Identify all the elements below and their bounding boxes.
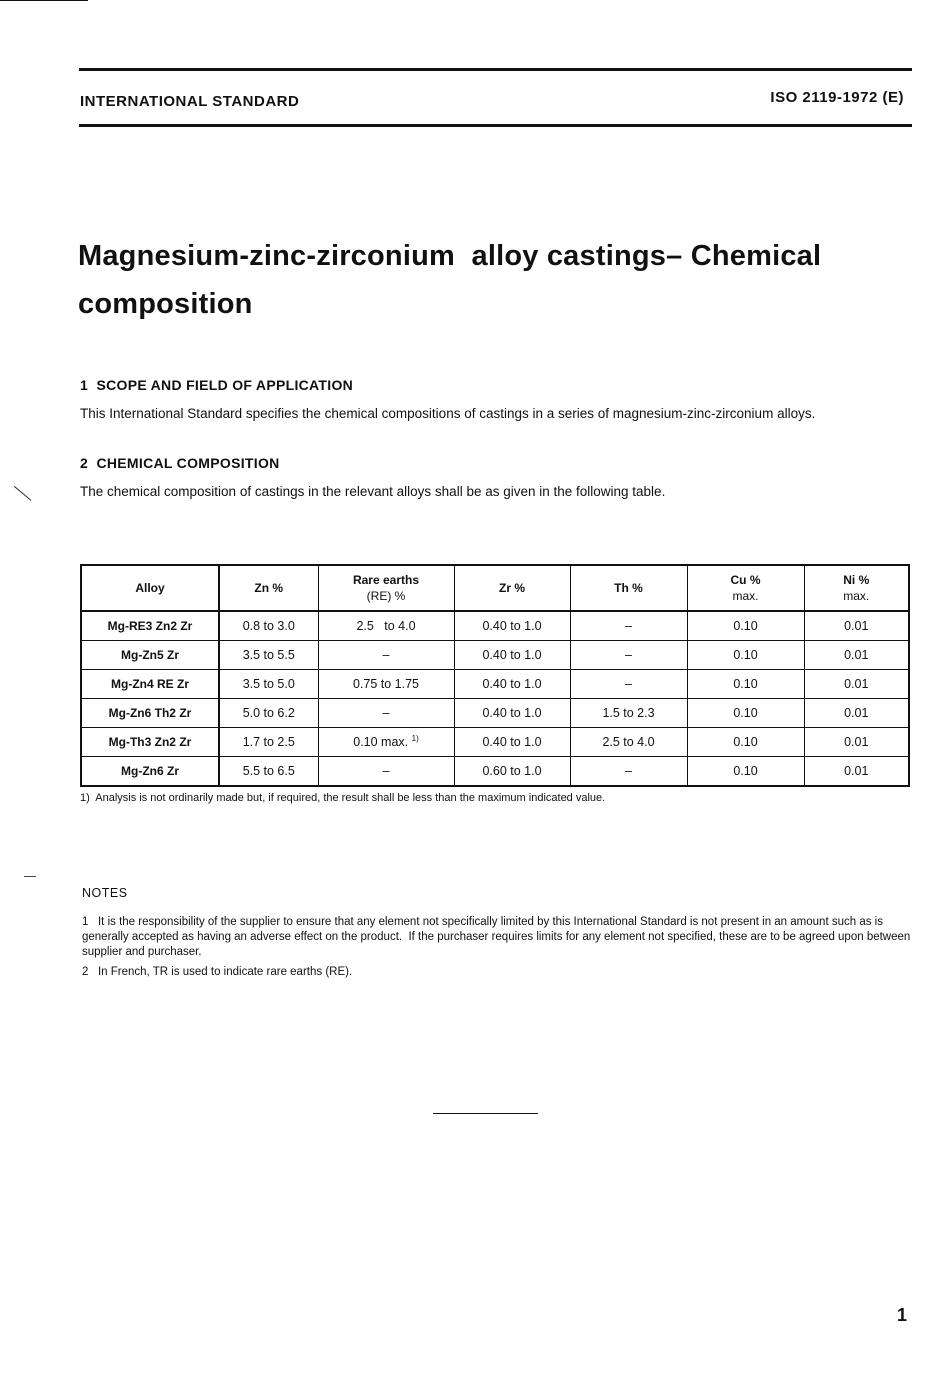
col-header-re-line2: (RE) % — [366, 589, 406, 603]
header-iso-number: ISO 2119-1972 (E) — [770, 89, 904, 106]
footnote-ref: 1) — [411, 734, 419, 744]
col-header-cu — [687, 565, 804, 611]
page-number: 1 — [897, 1305, 908, 1325]
cell-re-value: 0.10 max. — [353, 735, 409, 750]
table-footnote: 1) Analysis is not ordinarily made but, if required, the result shall be less than the maximum indicated value. — [80, 792, 606, 804]
cell-ni: 0.01 — [804, 728, 909, 757]
cell-ni: 0.01 — [804, 670, 909, 699]
cell-alloy: Mg-Zn6 Th2 Zr — [81, 699, 219, 728]
cell-th: 2.5 to 4.0 — [570, 728, 687, 757]
cell-cu: 0.10 — [687, 757, 804, 787]
col-header-ni — [804, 565, 909, 611]
note-1: 1 It is the responsibility of the supplier to ensure that any element not specifically limited by this International Standard is not present in an amount such as is generally accepted as having an adverse effect on the product. If the purchaser requires limits for any element not specified, these are to be agreed upon between supplier and purchaser. — [82, 916, 914, 958]
cell-zr: 0.40 to 1.0 — [454, 699, 570, 728]
header-rule-top — [79, 68, 912, 71]
cell-zr: 0.40 to 1.0 — [454, 728, 570, 757]
section-2-text: The chemical composition of castings in the relevant alloys shall be as given in the following table. — [80, 484, 666, 499]
cell-cu: 0.10 — [687, 728, 804, 757]
table-row — [81, 641, 909, 670]
cell-alloy: Mg-Th3 Zn2 Zr — [81, 728, 219, 757]
table-row — [81, 670, 909, 699]
col-header-cu-line2: max. — [732, 589, 759, 603]
cell-re — [318, 728, 454, 757]
cell-zn: 3.5 to 5.5 — [219, 641, 318, 670]
cell-zn: 3.5 to 5.0 — [219, 670, 318, 699]
col-header-alloy — [81, 565, 219, 611]
cell-zn: 0.8 to 3.0 — [219, 611, 318, 641]
cell-re: – — [318, 699, 454, 728]
col-header-alloy-label: Alloy — [135, 581, 165, 595]
cell-cu: 0.10 — [687, 611, 804, 641]
cell-th: – — [570, 670, 687, 699]
notes-heading: NOTES — [82, 886, 128, 900]
table-row — [81, 728, 909, 757]
cell-re-value: 2.5 to 4.0 — [356, 619, 416, 633]
title-line-1: Magnesium-zinc-zirconium alloy castings– Chemical — [78, 240, 822, 272]
cell-th: – — [570, 757, 687, 787]
cell-zn: 5.5 to 6.5 — [219, 757, 318, 787]
cell-ni: 0.01 — [804, 611, 909, 641]
col-header-zn — [219, 565, 318, 611]
cell-re: – — [318, 757, 454, 787]
cell-re: 0.75 to 1.75 — [318, 670, 454, 699]
cell-zr: 0.40 to 1.0 — [454, 670, 570, 699]
end-rule — [433, 1113, 538, 1114]
cell-ni: 0.01 — [804, 641, 909, 670]
col-header-re-line1: Rare earths — [352, 573, 420, 587]
table-row — [81, 699, 909, 728]
cell-zn: 5.0 to 6.2 — [219, 699, 318, 728]
col-header-zr — [454, 565, 570, 611]
note-2: 2 In French, TR is used to indicate rare earths (RE). — [82, 966, 353, 978]
cell-cu: 0.10 — [687, 670, 804, 699]
section-1-text: This International Standard specifies the chemical compositions of castings in a series of magnesium-zinc-zirconium alloys. — [80, 406, 816, 421]
margin-pencil-mark-small — [24, 876, 36, 877]
col-header-re — [318, 565, 454, 611]
col-header-th-label: Th % — [614, 581, 643, 595]
cell-ni: 0.01 — [804, 757, 909, 787]
cell-th: – — [570, 641, 687, 670]
col-header-ni-line1: Ni % — [843, 573, 870, 587]
corner-rule — [0, 0, 88, 1]
margin-pencil-mark — [14, 485, 32, 501]
cell-alloy: Mg-Zn4 RE Zr — [81, 670, 219, 699]
page-title — [78, 232, 918, 328]
cell-alloy: Mg-Zn5 Zr — [81, 641, 219, 670]
col-header-zn-label: Zn % — [254, 581, 284, 595]
cell-cu: 0.10 — [687, 641, 804, 670]
cell-alloy: Mg-RE3 Zn2 Zr — [81, 611, 219, 641]
table-header-row — [81, 565, 909, 611]
header-rule-bottom — [79, 124, 912, 127]
cell-ni: 0.01 — [804, 699, 909, 728]
header-standard-label: INTERNATIONAL STANDARD — [80, 93, 300, 110]
cell-th: – — [570, 611, 687, 641]
section-1-heading: 1 SCOPE AND FIELD OF APPLICATION — [80, 377, 354, 393]
composition-table — [80, 564, 910, 787]
col-header-ni-line2: max. — [843, 589, 870, 603]
cell-th: 1.5 to 2.3 — [570, 699, 687, 728]
section-2-heading: 2 CHEMICAL COMPOSITION — [80, 455, 280, 471]
col-header-zr-label: Zr % — [498, 581, 525, 595]
cell-zr: 0.60 to 1.0 — [454, 757, 570, 787]
col-header-cu-line1: Cu % — [730, 573, 761, 587]
cell-zr: 0.40 to 1.0 — [454, 641, 570, 670]
title-line-2: composition — [78, 288, 253, 320]
cell-re — [318, 611, 454, 641]
cell-alloy: Mg-Zn6 Zr — [81, 757, 219, 787]
table-row — [81, 757, 909, 787]
cell-cu: 0.10 — [687, 699, 804, 728]
table-row — [81, 611, 909, 641]
cell-zn: 1.7 to 2.5 — [219, 728, 318, 757]
col-header-th — [570, 565, 687, 611]
cell-re: – — [318, 641, 454, 670]
cell-zr: 0.40 to 1.0 — [454, 611, 570, 641]
